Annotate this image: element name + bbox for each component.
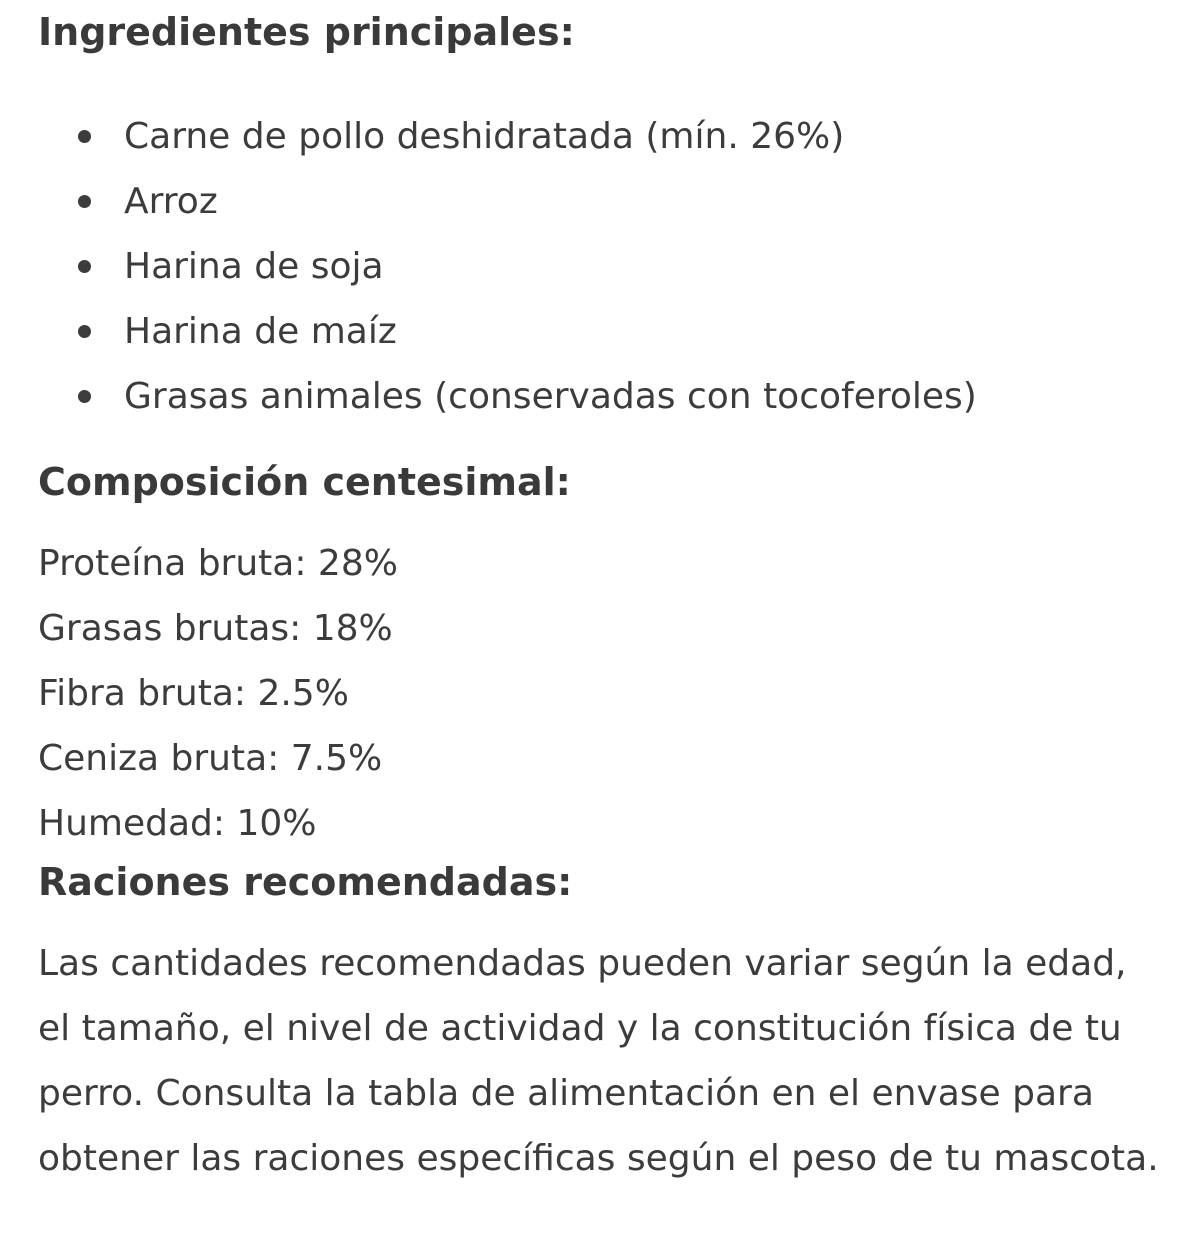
- composition-line: Proteína bruta: 28%: [38, 543, 398, 584]
- composition-line: Ceniza bruta: 7.5%: [38, 738, 383, 779]
- ingredient-text: Arroz: [124, 181, 218, 222]
- ingredient-text: Carne de pollo deshidratada (mín. 26%): [124, 116, 845, 157]
- bullet-icon: [78, 130, 91, 143]
- ingredient-text: Harina de maíz: [124, 311, 397, 352]
- ingredients-list: [38, 104, 977, 429]
- bullet-icon: [78, 390, 91, 403]
- bullet-icon: [78, 195, 91, 208]
- ingredient-text: Harina de soja: [124, 246, 384, 287]
- bullet-icon: [78, 325, 91, 338]
- composition-line: Humedad: 10%: [38, 803, 317, 844]
- rations-heading: Raciones recomendadas:: [38, 860, 573, 904]
- list-item: [38, 104, 977, 169]
- composition-line: Fibra bruta: 2.5%: [38, 673, 349, 714]
- list-item: [38, 364, 977, 429]
- composition-line: Grasas brutas: 18%: [38, 608, 393, 649]
- composition-list: [38, 531, 398, 856]
- list-item: [38, 169, 977, 234]
- rations-paragraph: Las cantidades recomendadas pueden variar según la edad, el tamaño, el nivel de actividad y la constitución física de tu perro. Consulta la tabla de alimentación en el envase para obtener las raciones específicas según el peso de tu mascota.: [38, 943, 1159, 1179]
- bullet-icon: [78, 260, 91, 273]
- list-item: [38, 234, 977, 299]
- list-item: [38, 299, 977, 364]
- ingredient-text: Grasas animales (conservadas con tocoferoles): [124, 376, 977, 417]
- composition-heading: Composición centesimal:: [38, 460, 571, 504]
- ingredients-heading: Ingredientes principales:: [38, 10, 575, 54]
